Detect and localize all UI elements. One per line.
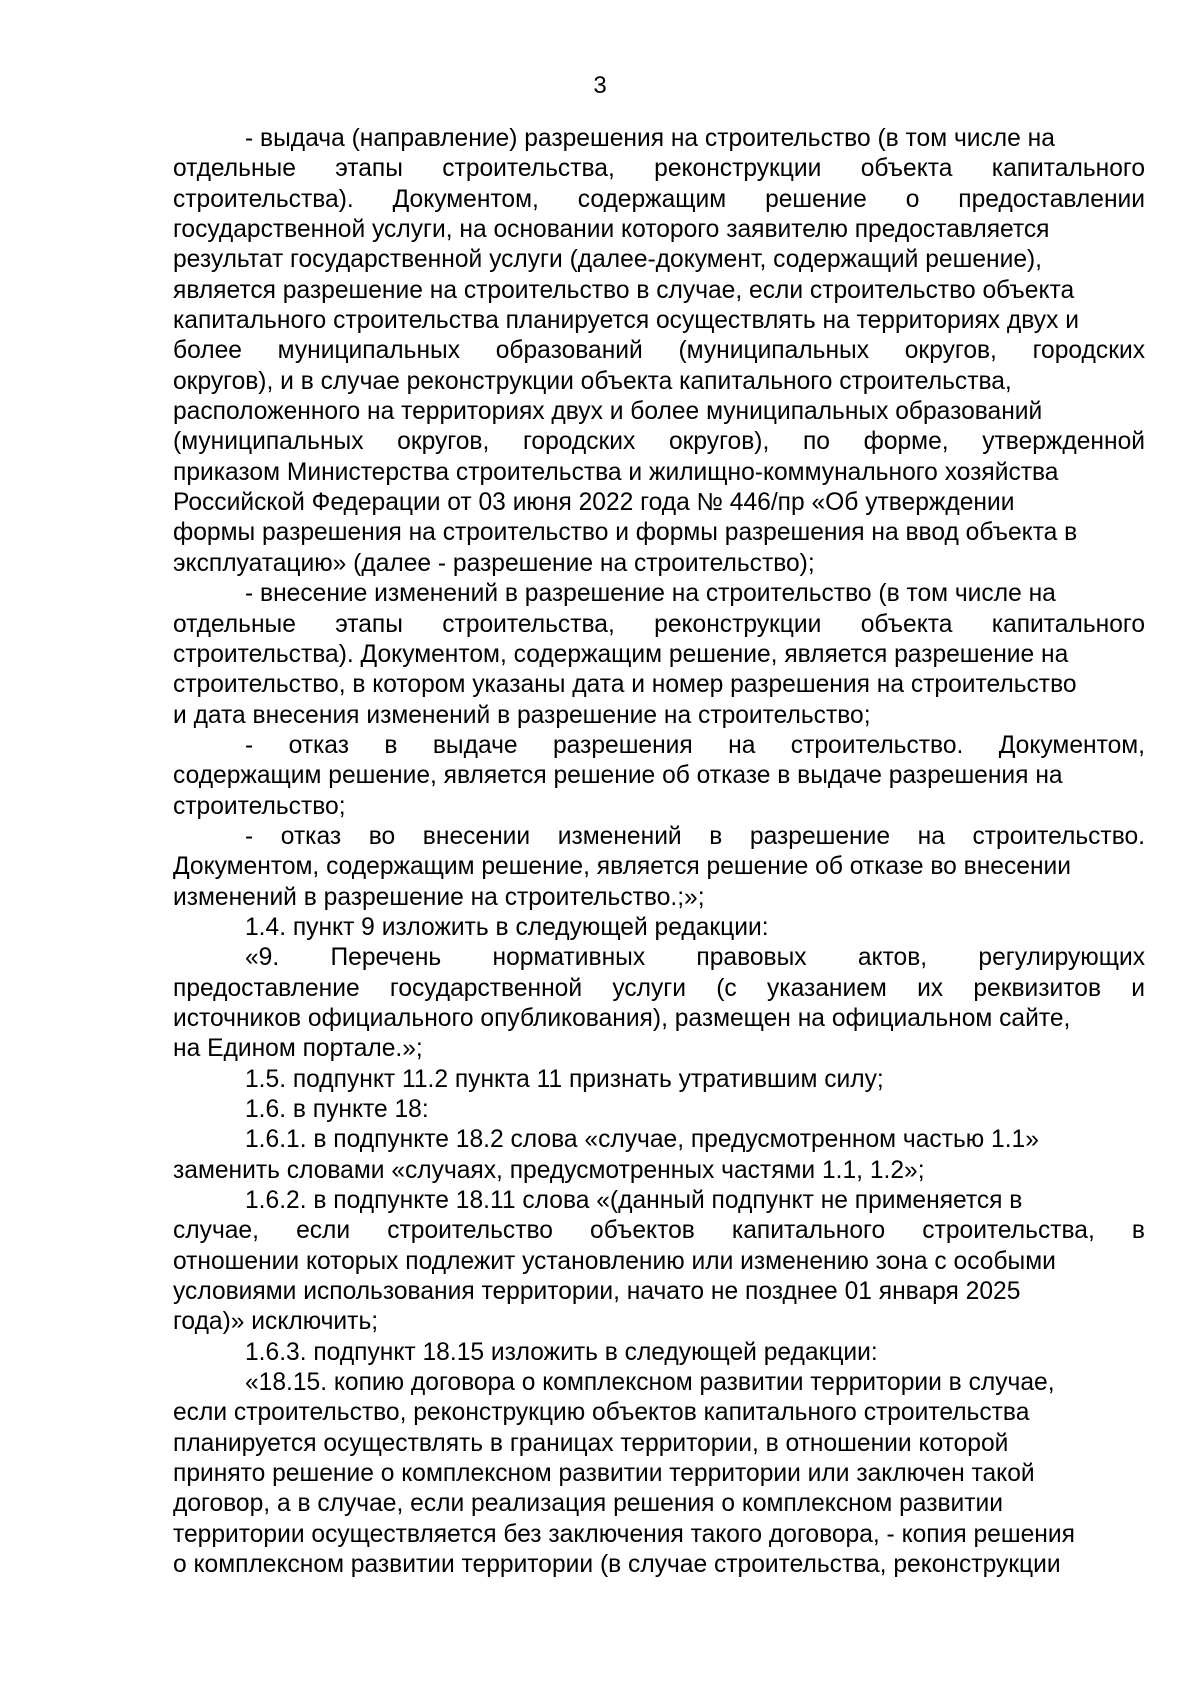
text-line: отдельные этапы строительства, реконструкции объекта капитального — [173, 610, 1145, 638]
text-line: 1.6.3. подпункт 18.15 изложить в следующей редакции: — [245, 1338, 878, 1366]
text-line: эксплуатацию» (далее - разрешение на строительство); — [173, 549, 815, 577]
text-line: отдельные этапы строительства, реконструкции объекта капитального — [173, 155, 1145, 183]
text-line: более муниципальных образований (муниципальных округов, городских — [173, 337, 1145, 365]
page-number: 3 — [593, 72, 607, 99]
text-line: и дата внесения изменений в разрешение на строительство; — [173, 701, 871, 729]
text-line: на Едином портале.»; — [173, 1035, 423, 1063]
text-line: о комплексном развитии территории (в случае строительства, реконструкции — [173, 1551, 1061, 1579]
text-line: отношении которых подлежит установлению или изменению зона с особыми — [173, 1247, 1056, 1275]
text-line: - отказ в выдаче разрешения на строительство. Документом, — [245, 731, 1145, 759]
text-line: 1.4. пункт 9 изложить в следующей редакции: — [245, 913, 769, 941]
text-line: договор, а в случае, если реализация решения о комплексном развитии — [173, 1490, 1004, 1518]
text-line: капитального строительства планируется осуществлять на территориях двух и — [173, 307, 1079, 335]
text-line: содержащим решение, является решение об отказе в выдаче разрешения на — [173, 762, 1063, 790]
text-line: 1.6.1. в подпункте 18.2 слова «случае, предусмотренном частью 1.1» — [245, 1126, 1039, 1154]
text-line: результат государственной услуги (далее-документ, содержащий решение), — [173, 246, 1043, 274]
text-line: случае, если строительство объектов капитального строительства, в — [173, 1217, 1145, 1245]
text-line: «18.15. копию договора о комплексном развитии территории в случае, — [245, 1369, 1055, 1397]
text-line: Документом, содержащим решение, является решение об отказе во внесении — [173, 853, 1072, 881]
text-line: Российской Федерации от 03 июня 2022 года № 446/пр «Об утверждении — [173, 489, 1015, 517]
document-body — [173, 124, 1145, 1581]
text-line: 1.6.2. в подпункте 18.11 слова «(данный подпункт не применяется в — [245, 1187, 1023, 1215]
text-line: предоставление государственной услуги (с указанием их реквизитов и — [173, 974, 1145, 1002]
text-line: (муниципальных округов, городских округов), по форме, утвержденной — [173, 428, 1145, 456]
text-line: 1.6. в пункте 18: — [245, 1096, 429, 1123]
text-line: 1.5. подпункт 11.2 пункта 11 признать утратившим силу; — [245, 1065, 884, 1093]
text-line: строительства). Документом, содержащим решение о предоставлении — [173, 185, 1145, 213]
text-line: принято решение о комплексном развитии территории или заключен такой — [173, 1460, 1035, 1488]
text-line: является разрешение на строительство в случае, если строительство объекта — [173, 276, 1075, 304]
text-line: приказом Министерства строительства и жилищно-коммунального хозяйства — [173, 458, 1059, 486]
text-line: государственной услуги, на основании которого заявителю предоставляется — [173, 216, 1050, 244]
text-line: источников официального опубликования), размещен на официальном сайте, — [173, 1004, 1071, 1032]
text-line: года)» исключить; — [173, 1308, 379, 1336]
text-line: формы разрешения на строительство и формы разрешения на ввод объекта в — [173, 519, 1078, 547]
text-line: - отказ во внесении изменений в разрешение на строительство. — [245, 822, 1145, 850]
text-line: - выдача (направление) разрешения на строительство (в том числе на — [245, 125, 1055, 152]
text-line: изменений в разрешение на строительство.;»; — [173, 883, 705, 911]
text-line: расположенного на территориях двух и более муниципальных образований — [173, 398, 1043, 426]
text-line: заменить словами «случаях, предусмотренных частями 1.1, 1.2»; — [173, 1156, 925, 1184]
text-line: условиями использования территории, начато не позднее 01 января 2025 — [173, 1278, 1021, 1306]
text-line: строительство, в котором указаны дата и номер разрешения на строительство — [173, 671, 1077, 699]
text-line: если строительство, реконструкцию объектов капитального строительства — [173, 1399, 1030, 1427]
text-line: «9. Перечень нормативных правовых актов, регулирующих — [245, 944, 1145, 972]
text-line: строительство; — [173, 792, 346, 820]
text-line: территории осуществляется без заключения такого договора, - копия решения — [173, 1520, 1075, 1548]
text-line: планируется осуществлять в границах территории, в отношении которой — [173, 1429, 1009, 1457]
text-line: округов), и в случае реконструкции объекта капитального строительства, — [173, 367, 1012, 395]
text-line: - внесение изменений в разрешение на строительство (в том числе на — [245, 580, 1056, 608]
text-line: строительства). Документом, содержащим решение, является разрешение на — [173, 640, 1069, 668]
